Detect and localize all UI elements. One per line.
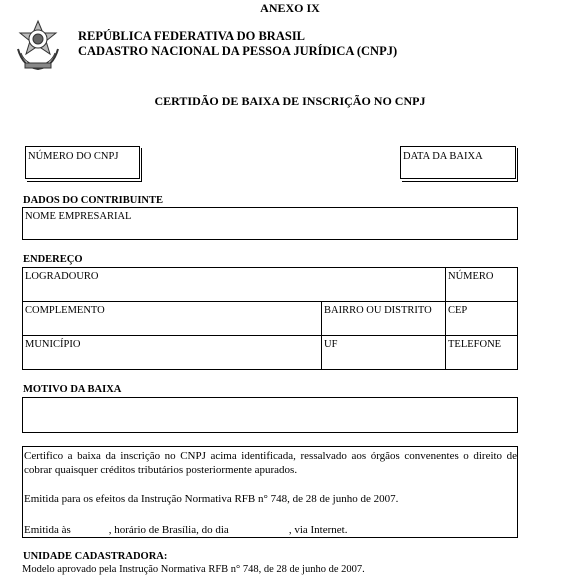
republic-title: REPÚBLICA FEDERATIVA DO BRASIL xyxy=(78,29,306,43)
cnpj-registry-title: CADASTRO NACIONAL DA PESSOA JURÍDICA (CNPJ) xyxy=(78,44,398,58)
model-approval-note: Modelo aprovado pela Instrução Normativa RFB n° 748, de 28 de junho de 2007. xyxy=(22,564,365,575)
coat-of-arms-icon xyxy=(13,19,63,73)
closure-reason-box xyxy=(22,397,518,433)
issued-at-middle: , horário de Brasília, do dia xyxy=(108,524,229,536)
cnpj-number-box xyxy=(25,146,140,179)
zip-code-label: CEP xyxy=(448,305,468,316)
taxpayer-section-title: DADOS DO CONTRIBUINTE xyxy=(23,195,164,206)
complement-label: COMPLEMENTO xyxy=(25,305,105,316)
street-label: LOGRADOURO xyxy=(25,271,99,282)
company-name-box xyxy=(22,207,518,240)
closure-date-label: DATA DA BAIXA xyxy=(403,151,483,162)
district-label: BAIRRO OU DISTRITO xyxy=(324,305,432,316)
phone-label: TELEFONE xyxy=(448,339,502,350)
issued-at-prefix: Emitida às xyxy=(24,524,71,536)
normative-instruction-text: Emitida para os efeitos da Instrução Normativa RFB n° 748, de 28 de junho de 2007. xyxy=(24,493,399,505)
cnpj-number-label: NÚMERO DO CNPJ xyxy=(28,151,119,162)
reason-section-title: MOTIVO DA BAIXA xyxy=(23,384,122,395)
issued-at-suffix: , via Internet. xyxy=(288,524,348,536)
registering-unit-label: UNIDADE CADASTRADORA: xyxy=(23,551,168,562)
document-title: CERTIDÃO DE BAIXA DE INSCRIÇÃO NO CNPJ xyxy=(154,94,426,108)
annex-label: ANEXO IX xyxy=(260,1,320,15)
certificate-paragraph: Certifico a baixa da inscrição no CNPJ acima identificada, ressalvado aos órgãos convenentes o direito de cobrar quaisquer créditos tributários posteriormente apurados. xyxy=(24,450,517,476)
address-section-title: ENDEREÇO xyxy=(23,254,83,265)
certificate-box xyxy=(22,446,518,538)
state-label: UF xyxy=(324,339,338,350)
closure-date-box xyxy=(400,146,516,179)
issued-at-text xyxy=(24,523,517,537)
number-label: NÚMERO xyxy=(448,271,494,282)
city-label: MUNICÍPIO xyxy=(25,339,81,350)
company-name-label: NOME EMPRESARIAL xyxy=(25,211,132,222)
